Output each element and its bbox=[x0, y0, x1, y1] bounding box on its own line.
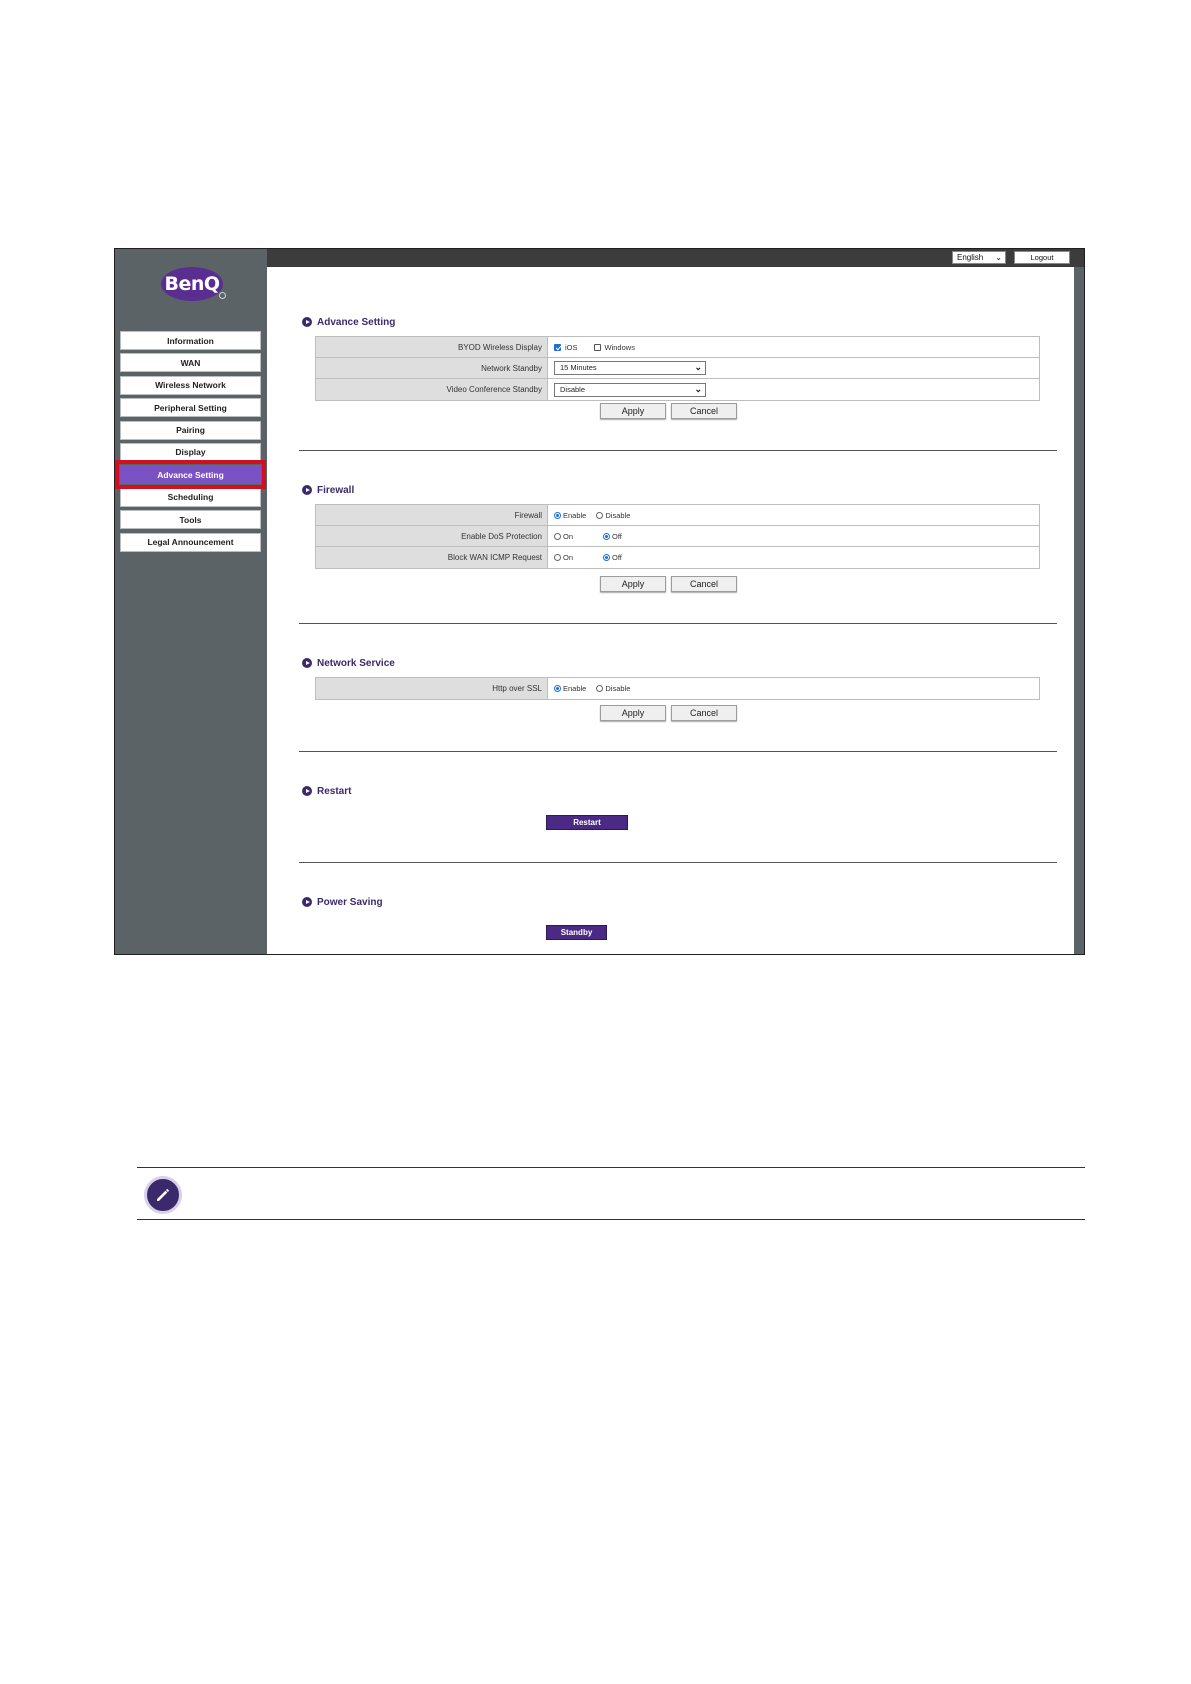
sidebar-item-pairing[interactable]: Pairing bbox=[120, 421, 261, 440]
dos-off-option[interactable] bbox=[603, 532, 622, 541]
section-advance-setting bbox=[302, 315, 395, 329]
top-bar bbox=[267, 249, 1084, 267]
firewall-apply-button[interactable]: Apply bbox=[600, 576, 666, 592]
divider bbox=[299, 862, 1057, 863]
sidebar-item-legal-announcement[interactable]: Legal Announcement bbox=[120, 533, 261, 552]
ssl-disable-radio[interactable] bbox=[596, 685, 603, 692]
icmp-off-radio[interactable] bbox=[603, 554, 610, 561]
network-standby-select[interactable] bbox=[554, 361, 706, 375]
dos-on-radio[interactable] bbox=[554, 533, 561, 540]
main-content bbox=[267, 267, 1074, 954]
standby-button[interactable]: Standby bbox=[546, 925, 607, 940]
ios-checkbox[interactable] bbox=[554, 344, 561, 351]
ssl-enable-radio[interactable] bbox=[554, 685, 561, 692]
section-title: Firewall bbox=[317, 484, 355, 496]
divider bbox=[299, 623, 1057, 624]
play-bullet-icon bbox=[302, 786, 312, 796]
firewall-cancel-button[interactable]: Cancel bbox=[671, 576, 737, 592]
section-restart bbox=[302, 784, 351, 798]
icmp-on-option[interactable] bbox=[554, 553, 573, 562]
sidebar-item-advance-setting[interactable]: Advance Setting bbox=[120, 465, 261, 484]
ssl-enable-option[interactable] bbox=[554, 684, 586, 693]
video-conference-standby-select[interactable] bbox=[554, 383, 706, 397]
section-title: Advance Setting bbox=[317, 316, 396, 328]
section-network-service bbox=[302, 656, 395, 670]
section-title: Power Saving bbox=[317, 896, 383, 908]
sidebar-nav bbox=[120, 331, 261, 555]
table-row bbox=[316, 678, 1039, 699]
off-label: Off bbox=[612, 531, 622, 541]
sidebar-item-peripheral-setting[interactable]: Peripheral Setting bbox=[120, 398, 261, 417]
network-cancel-button[interactable]: Cancel bbox=[671, 705, 737, 721]
disable-label: Disable bbox=[605, 684, 631, 693]
video-conference-standby-value: Disable bbox=[560, 384, 586, 394]
firewall-disable-option[interactable] bbox=[596, 511, 630, 520]
restart-button[interactable]: Restart bbox=[546, 815, 628, 830]
section-power-saving bbox=[302, 895, 383, 909]
icmp-request-label: Block WAN ICMP Request bbox=[316, 547, 548, 568]
advance-setting-table bbox=[315, 336, 1040, 401]
section-title: Restart bbox=[317, 785, 352, 797]
advance-apply-button[interactable]: Apply bbox=[600, 403, 666, 419]
play-bullet-icon bbox=[302, 897, 312, 907]
icmp-off-option[interactable] bbox=[603, 553, 622, 562]
advance-buttons bbox=[600, 403, 742, 419]
video-conference-standby-label: Video Conference Standby bbox=[316, 379, 548, 400]
byod-label: BYOD Wireless Display bbox=[316, 337, 548, 357]
firewall-enable-radio[interactable] bbox=[554, 512, 561, 519]
table-row bbox=[316, 526, 1039, 547]
table-row bbox=[316, 379, 1039, 400]
windows-label: Windows bbox=[604, 342, 635, 352]
pencil-icon bbox=[144, 1176, 182, 1214]
sidebar bbox=[115, 249, 267, 954]
disable-label: Disable bbox=[605, 510, 631, 520]
ssl-disable-option[interactable] bbox=[596, 684, 630, 693]
benq-logo: BenQ bbox=[161, 267, 223, 301]
windows-option[interactable] bbox=[594, 343, 635, 352]
table-row bbox=[316, 547, 1039, 568]
network-service-table bbox=[315, 677, 1040, 700]
note-top-rule bbox=[137, 1167, 1085, 1168]
windows-checkbox[interactable] bbox=[594, 344, 601, 351]
network-standby-label: Network Standby bbox=[316, 358, 548, 378]
advance-cancel-button[interactable]: Cancel bbox=[671, 403, 737, 419]
ios-label: iOS bbox=[565, 342, 578, 352]
chevron-down-icon: ⌄ bbox=[694, 362, 702, 372]
icmp-on-radio[interactable] bbox=[554, 554, 561, 561]
logout-button[interactable]: Logout bbox=[1014, 251, 1070, 264]
network-standby-value: 15 Minutes bbox=[560, 363, 597, 372]
play-bullet-icon bbox=[302, 317, 312, 327]
http-over-ssl-label: Http over SSL bbox=[316, 678, 548, 699]
table-row bbox=[316, 337, 1039, 358]
sidebar-item-tools[interactable]: Tools bbox=[120, 510, 261, 529]
chevron-down-icon: ⌄ bbox=[995, 253, 1002, 262]
enable-label: Enable bbox=[563, 510, 587, 520]
section-firewall bbox=[302, 483, 354, 497]
chevron-down-icon: ⌄ bbox=[694, 383, 702, 394]
table-row bbox=[316, 505, 1039, 526]
right-edge bbox=[1074, 267, 1084, 954]
ios-option[interactable] bbox=[554, 343, 578, 352]
play-bullet-icon bbox=[302, 658, 312, 668]
network-apply-button[interactable]: Apply bbox=[600, 705, 666, 721]
dos-on-option[interactable] bbox=[554, 532, 573, 541]
language-value: English bbox=[957, 253, 984, 262]
off-label: Off bbox=[612, 553, 622, 562]
on-label: On bbox=[563, 553, 574, 562]
firewall-label: Firewall bbox=[316, 505, 548, 525]
network-service-buttons bbox=[600, 705, 742, 721]
sidebar-item-wan[interactable]: WAN bbox=[120, 353, 261, 372]
dos-off-radio[interactable] bbox=[603, 533, 610, 540]
sidebar-item-display[interactable]: Display bbox=[120, 443, 261, 462]
firewall-table bbox=[315, 504, 1040, 569]
enable-label: Enable bbox=[563, 684, 587, 693]
sidebar-item-scheduling[interactable]: Scheduling bbox=[120, 488, 261, 507]
note-bottom-rule bbox=[137, 1219, 1085, 1220]
firewall-enable-option[interactable] bbox=[554, 511, 586, 520]
play-bullet-icon bbox=[302, 485, 312, 495]
firewall-disable-radio[interactable] bbox=[596, 512, 603, 519]
on-label: On bbox=[563, 531, 574, 541]
divider bbox=[299, 751, 1057, 752]
dos-protection-label: Enable DoS Protection bbox=[316, 526, 548, 546]
section-title: Network Service bbox=[317, 657, 395, 669]
language-select[interactable] bbox=[952, 251, 1006, 264]
sidebar-item-information[interactable]: Information bbox=[120, 331, 261, 350]
firewall-buttons bbox=[600, 576, 742, 592]
screenshot-frame bbox=[114, 248, 1085, 955]
table-row bbox=[316, 358, 1039, 379]
sidebar-item-wireless-network[interactable]: Wireless Network bbox=[120, 376, 261, 395]
divider bbox=[299, 450, 1057, 451]
